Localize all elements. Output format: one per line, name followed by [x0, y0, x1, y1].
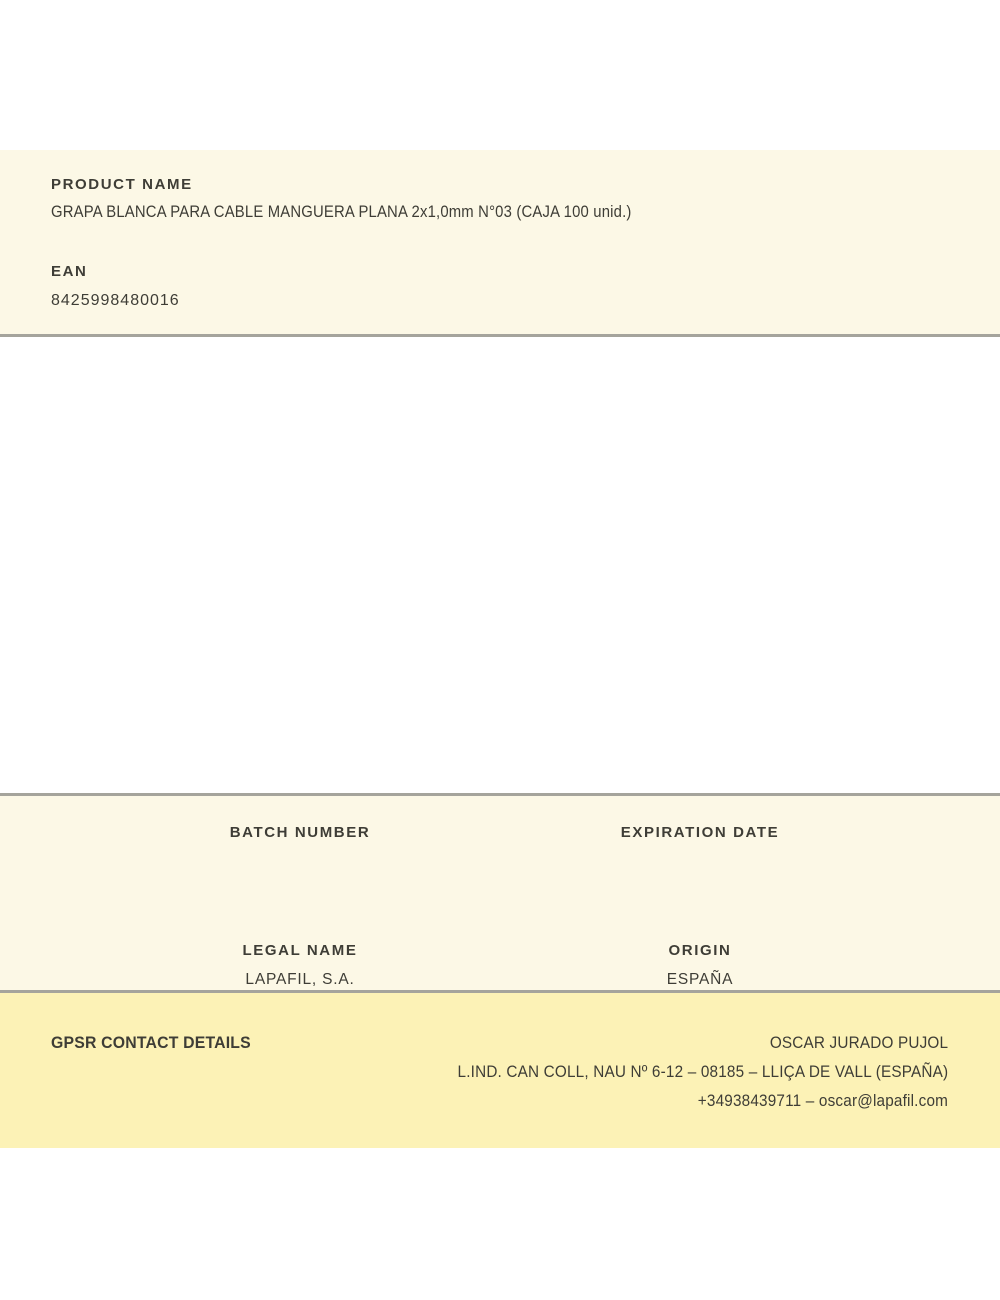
expiration-date-cell — [500, 824, 900, 870]
gpsr-contact-phone-email: +34938439711 – oscar@lapafil.com — [697, 1091, 948, 1110]
product-name-field — [51, 176, 949, 223]
gpsr-contact-address: L.IND. CAN COLL, NAU Nº 6-12 – 08185 – LLIÇA DE VALL (ESPAÑA) — [457, 1062, 948, 1081]
legal-name-label: LEGAL NAME — [242, 942, 358, 959]
batch-number-label: BATCH NUMBER — [229, 824, 371, 841]
legal-name-cell — [100, 942, 500, 990]
product-name-value — [51, 202, 949, 223]
batch-info-section — [0, 793, 1000, 993]
gpsr-contact-lines — [403, 1033, 948, 1111]
legal-name-value: LAPAFIL, S.A. — [245, 971, 355, 988]
origin-cell — [500, 942, 900, 990]
gpsr-contact-section — [0, 993, 1000, 1148]
batch-number-cell — [100, 824, 500, 870]
ean-label: EAN — [51, 263, 88, 280]
expiration-date-label: EXPIRATION DATE — [620, 824, 780, 841]
ean-value: 8425998480016 — [51, 292, 180, 309]
batch-grid — [100, 824, 900, 990]
product-name-text: GRAPA BLANCA PARA CABLE MANGUERA PLANA 2x1,0mm N°03 (CAJA 100 unid.) — [51, 203, 632, 221]
batch-number-value — [100, 852, 500, 870]
origin-value: ESPAÑA — [666, 971, 734, 988]
origin-label: ORIGIN — [668, 942, 732, 959]
gpsr-contact-label: GPSR CONTACT DETAILS — [51, 1033, 251, 1052]
expiration-date-value — [500, 852, 900, 870]
product-info-section — [0, 150, 1000, 337]
gpsr-contact-name: OSCAR JURADO PUJOL — [769, 1033, 948, 1052]
product-name-label: PRODUCT NAME — [51, 176, 193, 193]
ean-field — [51, 263, 949, 311]
